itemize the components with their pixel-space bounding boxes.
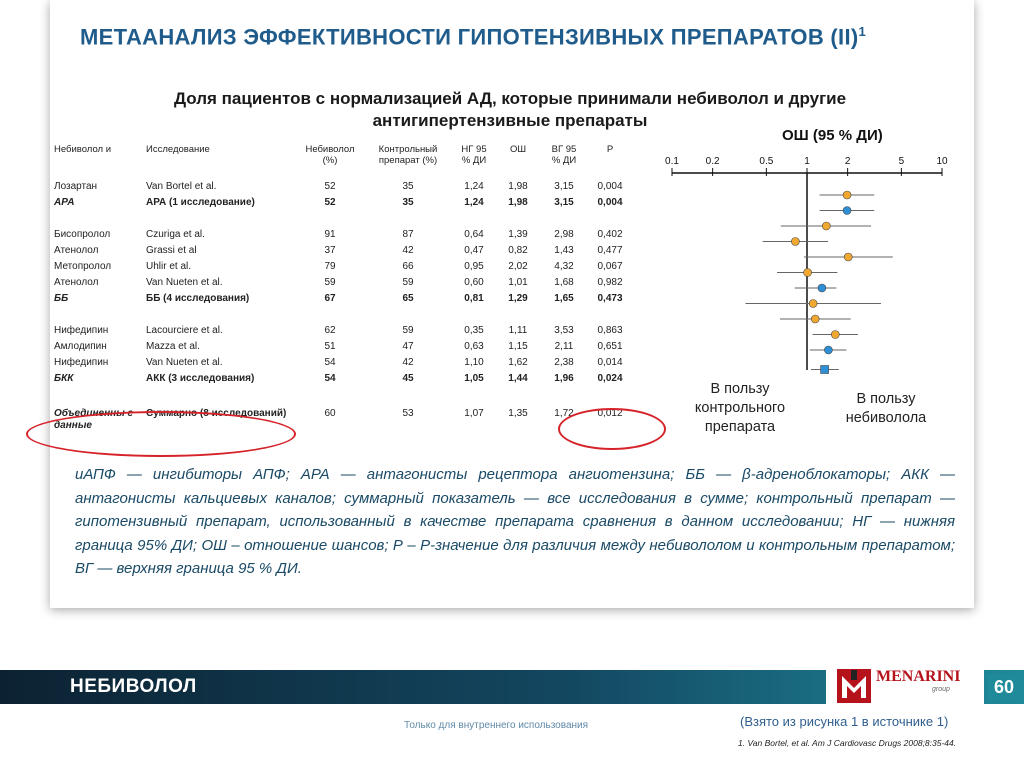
cell-drug: Лозартан (54, 180, 98, 192)
table-row (52, 258, 630, 274)
cell-or: 2,02 (508, 260, 528, 272)
study-point (822, 222, 830, 230)
header-p: Р (606, 144, 614, 155)
tick-label: 2 (844, 156, 851, 167)
cell-ctrl: 66 (402, 260, 414, 272)
cell-drug: Атенолол (54, 244, 99, 256)
cell-ctrl: 35 (402, 196, 414, 208)
cell-hi: 3,53 (554, 324, 574, 336)
cell-lo: 1,05 (464, 372, 484, 384)
cell-hi: 1,96 (554, 372, 574, 384)
cell-ctrl: 87 (402, 228, 414, 240)
cell-or: 0,82 (508, 244, 528, 256)
highlight-ellipse-values (558, 408, 666, 450)
forest-plot (660, 125, 960, 375)
subtitle-line-1: Доля пациентов с нормализацией АД, которые принимали небиволол и другие (173, 89, 847, 108)
cell-drug: ББ (54, 292, 69, 304)
cell-p: 0,004 (597, 196, 623, 208)
study-point (844, 253, 852, 261)
internal-use-note: Только для внутреннего использования (404, 720, 589, 731)
header-control-line1: Контрольный (378, 144, 438, 155)
cell-drug: Метопролол (54, 260, 112, 272)
caption-right-line1: В пользу (856, 391, 916, 407)
cell-neb: 79 (324, 260, 336, 272)
table-body (52, 178, 630, 434)
cell-p: 0,477 (597, 244, 623, 256)
cell-or: 1,39 (508, 228, 528, 240)
total-cell-hi: 1,72 (554, 408, 574, 419)
cell-ctrl: 47 (402, 340, 414, 352)
page-number: 60 (988, 674, 1020, 700)
cell-neb: 52 (324, 196, 336, 208)
cell-or: 1,29 (508, 292, 528, 304)
cell-hi: 3,15 (554, 180, 574, 192)
tick-label: 5 (898, 156, 905, 167)
cell-drug: Атенолол (54, 276, 99, 288)
cell-neb: 62 (324, 324, 336, 336)
cell-or: 1,98 (508, 196, 528, 208)
cell-or: 1,98 (508, 180, 528, 192)
tick-label: 1 (804, 156, 810, 167)
cell-drug: БКК (54, 372, 74, 384)
cell-drug: Нифедипин (54, 356, 109, 368)
total-cell-drug: Объединенны е данные (54, 408, 134, 431)
cell-drug: Нифедипин (54, 324, 109, 336)
brand-name: НЕБИВОЛОЛ (70, 676, 197, 697)
total-cell-lo: 1,07 (464, 408, 484, 419)
cell-study: Lacourciere et al. (146, 324, 223, 336)
study-point (804, 269, 812, 277)
summary-point (824, 346, 832, 354)
cell-ctrl: 59 (402, 324, 414, 336)
study-point (843, 191, 851, 199)
cell-or: 1,01 (508, 276, 528, 288)
cell-lo: 0,81 (464, 292, 484, 304)
row-spacer (52, 306, 630, 322)
cell-ctrl: 42 (402, 356, 414, 368)
cell-or: 1,44 (508, 372, 528, 384)
cell-p: 0,863 (597, 324, 623, 336)
cell-neb: 51 (324, 340, 336, 352)
cell-study: Van Nueten et al. (146, 356, 223, 368)
table-row (52, 354, 630, 370)
row-spacer (52, 386, 630, 402)
table-row (52, 242, 630, 258)
source-note: (Взято из рисунка 1 в источнике 1) (740, 714, 949, 729)
header-upper (538, 142, 590, 178)
cell-lo: 0,95 (464, 260, 484, 272)
tick-label: 0.1 (665, 156, 679, 167)
cell-study: Czuriga et al. (146, 228, 205, 240)
cell-p: 0,651 (597, 340, 623, 352)
cell-study: ББ (4 исследования) (146, 292, 250, 304)
cell-ctrl: 45 (402, 372, 414, 384)
table-row (52, 290, 630, 306)
row-spacer (52, 210, 630, 226)
cell-ctrl: 42 (402, 244, 414, 256)
subtitle-line-2: антигипертензивные препараты (372, 111, 648, 130)
logo-subtext: group (932, 686, 950, 693)
table-row (52, 370, 630, 386)
cell-ctrl: 59 (402, 276, 414, 288)
caption-right-line2: небиволола (845, 410, 927, 426)
study-point (831, 331, 839, 339)
header-upper-line1: ВГ 95 (551, 144, 577, 155)
table-row (52, 194, 630, 210)
cell-neb: 91 (324, 228, 336, 240)
cell-hi: 2,38 (554, 356, 574, 368)
cell-neb: 54 (324, 372, 336, 384)
tick-label: 10 (936, 156, 948, 167)
header-upper-line2: % ДИ (551, 155, 577, 166)
header-study: Исследование (146, 144, 210, 155)
study-point (809, 300, 817, 308)
cell-study: АРА (1 исследование) (146, 196, 255, 208)
table-row (52, 274, 630, 290)
cell-or: 1,15 (508, 340, 528, 352)
logo-text: MENARINI (876, 668, 961, 685)
cell-p: 0,067 (597, 260, 623, 272)
table-row (52, 226, 630, 242)
cell-lo: 0,64 (464, 228, 484, 240)
cell-hi: 1,43 (554, 244, 574, 256)
cell-neb: 54 (324, 356, 336, 368)
cell-study: Uhlir et al. (146, 260, 192, 272)
title-footnote-mark: 1 (858, 24, 867, 39)
total-point (821, 366, 829, 374)
total-cell-p: 0,012 (597, 408, 623, 419)
caption-favors-nebivolol (826, 390, 946, 428)
abbreviations-footnote: иАПФ — ингибиторы АПФ; АРА — антагонисты рецептора ангиотензина; ББ — β-адреноблокаторы; АКК — антагонисты кальциевых каналов; суммарный показатель — все исследования в сумме; контрольный препарат — гипотензивный препарат, использованный в качестве препарата сравнения в данном исследовании; НГ — нижняя граница 95% ДИ; ОШ – отношение шансов; Р – Р-значение для различия между небивололом и контрольным препаратом; ВГ — верхняя граница 95 % ДИ. (75, 466, 955, 577)
menarini-logo-icon (836, 668, 872, 704)
slide-title-text: МЕТААНАЛИЗ ЭФФЕКТИВНОСТИ ГИПОТЕНЗИВНЫХ ПРЕПАРАТОВ (II) (80, 24, 859, 50)
cell-p: 0,014 (597, 356, 623, 368)
forest-plot-title: ОШ (95 % ДИ) (782, 127, 883, 144)
cell-ctrl: 35 (402, 180, 414, 192)
cell-hi: 2,98 (554, 228, 574, 240)
cell-study: Grassi et al (146, 244, 197, 256)
cell-lo: 1,24 (464, 196, 484, 208)
cell-study: Van Bortel et al. (146, 180, 217, 192)
cell-p: 0,402 (597, 228, 623, 240)
cell-p: 0,473 (597, 292, 623, 304)
cell-hi: 1,65 (554, 292, 574, 304)
header-or: ОШ (509, 144, 527, 155)
cell-neb: 59 (324, 276, 336, 288)
cell-drug: Амлодипин (54, 340, 107, 352)
slide-title (80, 24, 866, 50)
header-lower (450, 142, 498, 178)
cell-study: Van Nueten et al. (146, 276, 223, 288)
cell-hi: 2,11 (554, 340, 574, 352)
cell-p: 0,982 (597, 276, 623, 288)
cell-study: АКК (3 исследования) (146, 372, 255, 384)
table-row (52, 338, 630, 354)
header-control (366, 142, 450, 178)
total-cell-neb: 60 (324, 408, 336, 419)
cell-hi: 3,15 (554, 196, 574, 208)
header-nebivolol-line1: Небиволол (305, 144, 355, 155)
cell-neb: 52 (324, 180, 336, 192)
cell-hi: 4,32 (554, 260, 574, 272)
table-row (52, 178, 630, 194)
caption-left-line3: препарата (704, 419, 776, 435)
cell-lo: 0,60 (464, 276, 484, 288)
table-header (52, 142, 630, 178)
cell-lo: 1,10 (464, 356, 484, 368)
total-cell-study: Суммарно (8 исследований) (146, 408, 287, 419)
tick-label: 0.2 (705, 156, 720, 167)
cell-lo: 1,24 (464, 180, 484, 192)
caption-left-line2: контрольного (694, 400, 786, 416)
cell-p: 0,024 (597, 372, 623, 384)
cell-neb: 67 (324, 292, 336, 304)
cell-drug: АРА (54, 196, 75, 208)
header-lower-line2: % ДИ (461, 155, 487, 166)
header-lower-line1: НГ 95 (461, 144, 487, 155)
table-row (52, 322, 630, 338)
cell-lo: 0,63 (464, 340, 484, 352)
cell-or: 1,62 (508, 356, 528, 368)
caption-left-line1: В пользу (710, 381, 770, 397)
cell-ctrl: 65 (402, 292, 414, 304)
header-nebivolol-line2: (%) (322, 155, 338, 166)
header-nebivolol (294, 142, 366, 178)
cell-p: 0,004 (597, 180, 623, 192)
tick-label: 0.5 (759, 156, 774, 167)
total-cell-or: 1,35 (508, 408, 528, 419)
summary-point (818, 284, 826, 292)
caption-favors-control (675, 380, 805, 437)
cell-hi: 1,68 (554, 276, 574, 288)
reference: 1. Van Bortel, et al. Am J Cardiovasc Drugs 2008;8:35-44. (738, 738, 957, 748)
cell-drug: Бисопролол (54, 228, 111, 240)
highlight-ellipse-total (26, 411, 296, 457)
meta-analysis-table (52, 142, 630, 434)
cell-neb: 37 (324, 244, 336, 256)
cell-lo: 0,35 (464, 324, 484, 336)
cell-study: Mazza et al. (146, 340, 200, 352)
total-cell-ctrl: 53 (402, 408, 414, 419)
header-control-line2: препарат (%) (378, 155, 438, 166)
cell-lo: 0,47 (464, 244, 484, 256)
cell-or: 1,11 (508, 324, 528, 336)
study-point (811, 315, 819, 323)
summary-point (843, 207, 851, 215)
header-drug: Небиволол и (54, 144, 112, 155)
study-point (791, 238, 799, 246)
